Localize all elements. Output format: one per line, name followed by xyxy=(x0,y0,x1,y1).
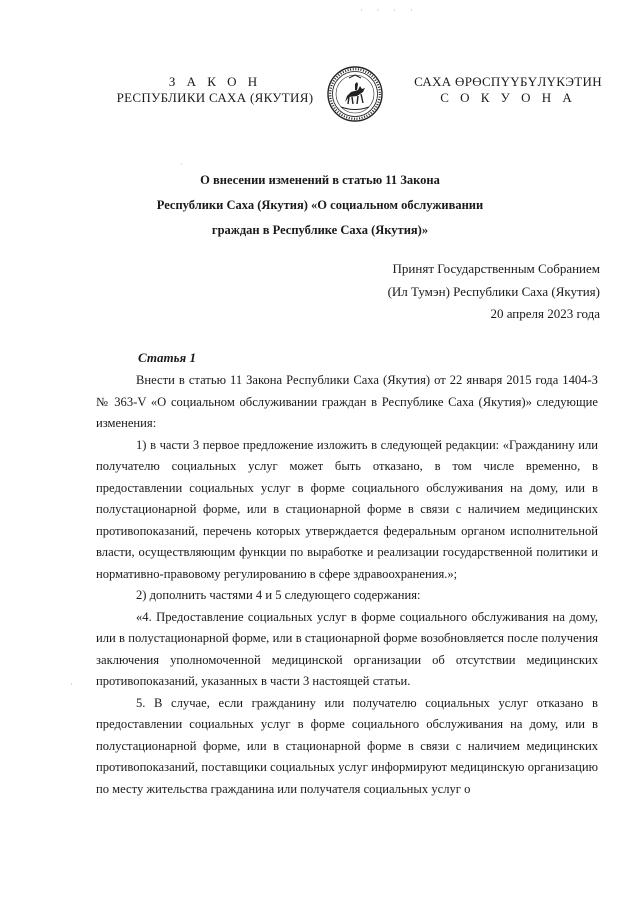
adoption-date: 20 апреля 2023 года xyxy=(490,306,600,321)
scan-mark: · xyxy=(180,160,183,169)
coat-of-arms-icon xyxy=(327,66,383,122)
article-body xyxy=(96,370,598,800)
adoption-info xyxy=(330,258,600,326)
header-right xyxy=(408,74,608,106)
adoption-line2: (Ил Тумэн) Республики Саха (Якутия) xyxy=(387,283,600,299)
article-paragraph: «4. Предоставление социальных услуг в форме социального обслуживания на дому, или в полустационарной форме, или в стационарной форме возобновляется после получения заключения уполномоченной медицинской организации об отсутствии медицинских противопоказаний, указанных в части 3 настоящей статьи. xyxy=(96,609,598,688)
header-left xyxy=(110,74,320,106)
article-paragraph: 5. В случае, если гражданину или получателю социальных услуг отказано в предоставлении социальных услуг в форме социального обслуживания на дому, или в полустационарной форме, или в стационарной форме в связи с наличием медицинских противопоказаний, поставщики социальных услуг информируют медицинскую организацию по месту жительства гражданина или получателя социальных услуг о xyxy=(96,695,598,796)
law-title xyxy=(90,168,550,243)
law-title-line1: О внесении изменений в статью 11 Закона xyxy=(200,173,440,187)
law-title-line3: граждан в Республике Саха (Якутия)» xyxy=(211,223,429,237)
article-paragraph: Внести в статью 11 Закона Республики Саха (Якутия) от 22 января 2015 года 1404-З № 363-V «О социальном обслуживании граждан в Республике Саха (Якутия)» следующие изменения: xyxy=(96,373,598,430)
adoption-line1: Принят Государственным Собранием xyxy=(392,261,600,276)
article-title: Статья 1 xyxy=(138,350,196,365)
law-title-line2: Республики Саха (Якутия) «О социальном обслуживании xyxy=(156,198,484,212)
article-paragraph: 2) дополнить частями 4 и 5 следующего содержания: xyxy=(136,588,421,602)
header-right-line2: С О К У О Н А xyxy=(440,90,576,105)
header-left-line1: З А К О Н xyxy=(168,74,262,89)
scan-marks: · · · · xyxy=(360,6,419,15)
header-right-line1: САХА ӨРӨСПҮҮБҮЛҮКЭТИН xyxy=(414,74,602,89)
article-paragraph: 1) в части 3 первое предложение изложить в следующей редакции: «Гражданину или получателю социальных услуг может быть отказано, в том числе временно, в предоставлении социальных услуг в форме социального обслуживания на дому, или в полустационарной форме, или в стационарной форме в связи с наличием медицинских противопоказаний, перечень которых утверждается федеральным органом исполнительной власти, осуществляющим функции по выработке и реализации государственной политики и нормативно-правовому регулированию в сфере здравоохранения.»; xyxy=(96,437,598,581)
scan-mark: · xyxy=(70,680,73,689)
header-left-line2: РЕСПУБЛИКИ САХА (ЯКУТИЯ) xyxy=(116,90,314,105)
